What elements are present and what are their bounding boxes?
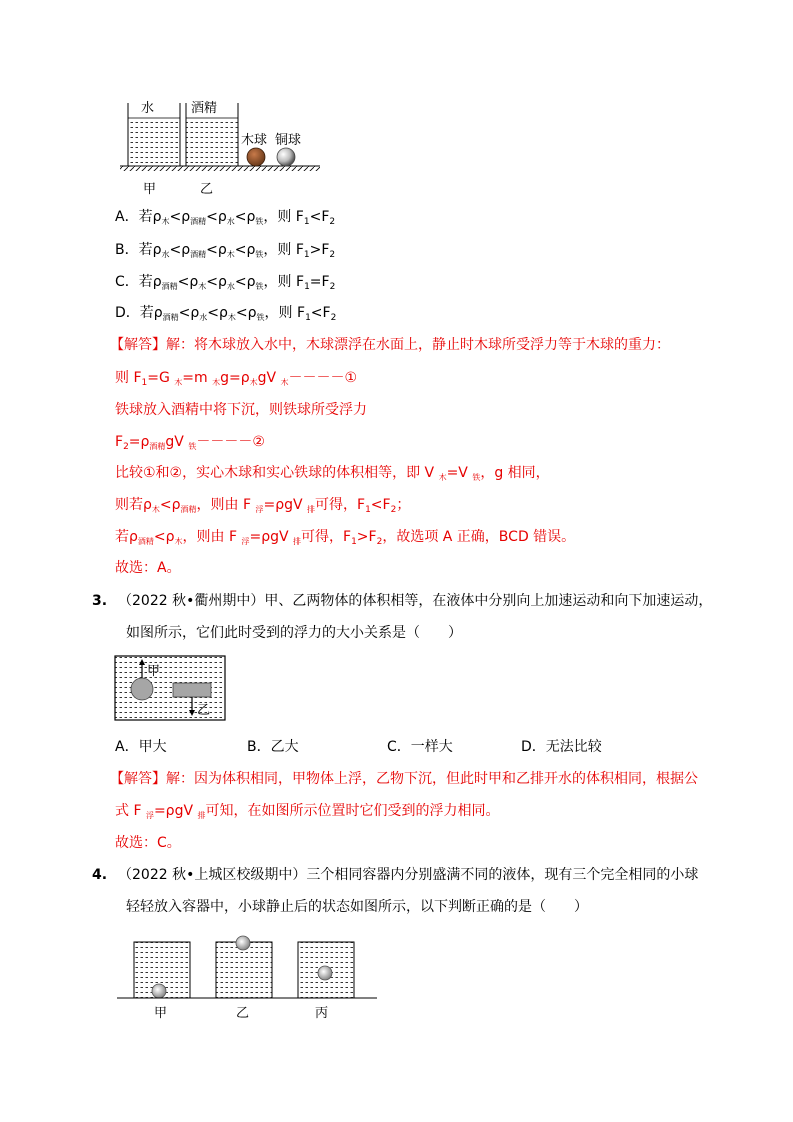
answer-line-8: 故选：A。 (115, 560, 181, 576)
label-water: 水 (141, 101, 155, 116)
option-a[interactable]: A．若$\rho_木<\rho_{酒精}<\rho_水<\rho_铁$，则 $F_1<F_2$ (115, 209, 336, 227)
q3-label-yi: 乙 (197, 703, 211, 718)
answer-line-3: 铁球放入酒精中将下沉，则铁球所受浮力 (115, 402, 367, 418)
q4-ball-yi (236, 936, 250, 950)
q3-label-jia: 甲 (147, 664, 161, 679)
q4-container-bing (298, 942, 354, 998)
q3-option-d[interactable]: D．无法比较 (521, 739, 602, 755)
figure-q4-containers (115, 930, 380, 1002)
q3-stem-line-1: （2022 秋•衢州期中）甲、乙两物体的体积相等，在液体中分别向上加速运动和向下加速运动， (118, 593, 713, 609)
q3-option-c[interactable]: C．一样大 (387, 739, 453, 755)
q3-stem-line-2: 如图所示，它们此时受到的浮力的大小关系是（ ） (126, 625, 462, 641)
q3-answer-line-3: 故选：C。 (115, 835, 181, 851)
answer-line-5: 比较①和②，实心木球和实心铁球的体积相等，即 V $_木$=V $_铁$，g 相同， (115, 465, 550, 482)
object-yi-block (173, 683, 211, 697)
q3-answer-line-2: 式 F $_浮$=ρgV $_排$可知，在如图所示位置时它们受到的浮力相同。 (115, 803, 500, 820)
option-d[interactable]: D．若$\rho_{酒精}<\rho_水<\rho_木<\rho_铁$，则 $F_1<F_2$ (115, 305, 337, 323)
q4-container-yi (216, 936, 272, 998)
q4-stem-line-2: 轻轻放入容器中，小球静止后的状态如图所示，以下判断正确的是（ ） (126, 899, 588, 915)
wood-ball (247, 148, 265, 166)
option-c[interactable]: C．若$\rho_{酒精}<\rho_木<\rho_水<\rho_铁$，则 $F_1=F_2$ (115, 274, 336, 292)
question-number-4: 4. (92, 867, 108, 883)
q3-option-a[interactable]: A．甲大 (115, 739, 167, 755)
question-number-3: 3. (92, 593, 108, 609)
q4-label-jia: 甲 (154, 1006, 168, 1021)
option-b[interactable]: B．若$\rho_水<\rho_{酒精}<\rho_木<\rho_铁$，则 $F_1>F_2$ (115, 242, 336, 260)
q4-ball-jia (152, 984, 166, 998)
q4-label-bing: 丙 (315, 1006, 329, 1021)
label-wood-ball: 木球 (241, 133, 268, 148)
q3-option-b[interactable]: B．乙大 (247, 739, 299, 755)
label-yi: 乙 (200, 182, 214, 197)
q4-ball-bing (318, 966, 332, 980)
answer-line-7: 若$\rho_{酒精}<\rho_木$，则由 F $_浮$=ρgV $_排$可得，$F_1>F_2$，故选项 A 正确，BCD 错误。 (115, 529, 576, 547)
q4-stem-line-1: （2022 秋•上城区校级期中）三个相同容器内分别盛满不同的液体，现有三个完全相同的小球 (118, 867, 699, 883)
label-alcohol: 酒精 (191, 101, 218, 116)
q3-answer-line-1: 【解答】解：因为体积相同，甲物体上浮，乙物下沉，但此时甲和乙排开水的体积相同，根据公 (110, 771, 698, 787)
q4-container-jia (134, 942, 190, 998)
label-copper-ball: 铜球 (275, 133, 302, 148)
answer-line-2: 则 $F_1=G$ $_木$=m $_木g=\rho_木gV$ $_木$－－－－① (115, 370, 358, 388)
label-jia: 甲 (143, 182, 157, 197)
q4-label-yi: 乙 (236, 1006, 250, 1021)
copper-ball (277, 148, 295, 166)
answer-line-1: 【解答】解：将木球放入水中，木球漂浮在水面上，静止时木球所受浮力等于木球的重力： (110, 337, 670, 353)
answer-line-6: 则若$\rho_木<\rho_{酒精}$，则由 F $_浮$=ρgV $_排$可得，$F_1<F_2$； (115, 497, 411, 515)
object-jia-ball (131, 678, 153, 700)
ground-hatch (120, 166, 320, 171)
answer-line-4: $F_2=\rho_{酒精}gV$ $_铁$－－－－② (115, 434, 265, 452)
